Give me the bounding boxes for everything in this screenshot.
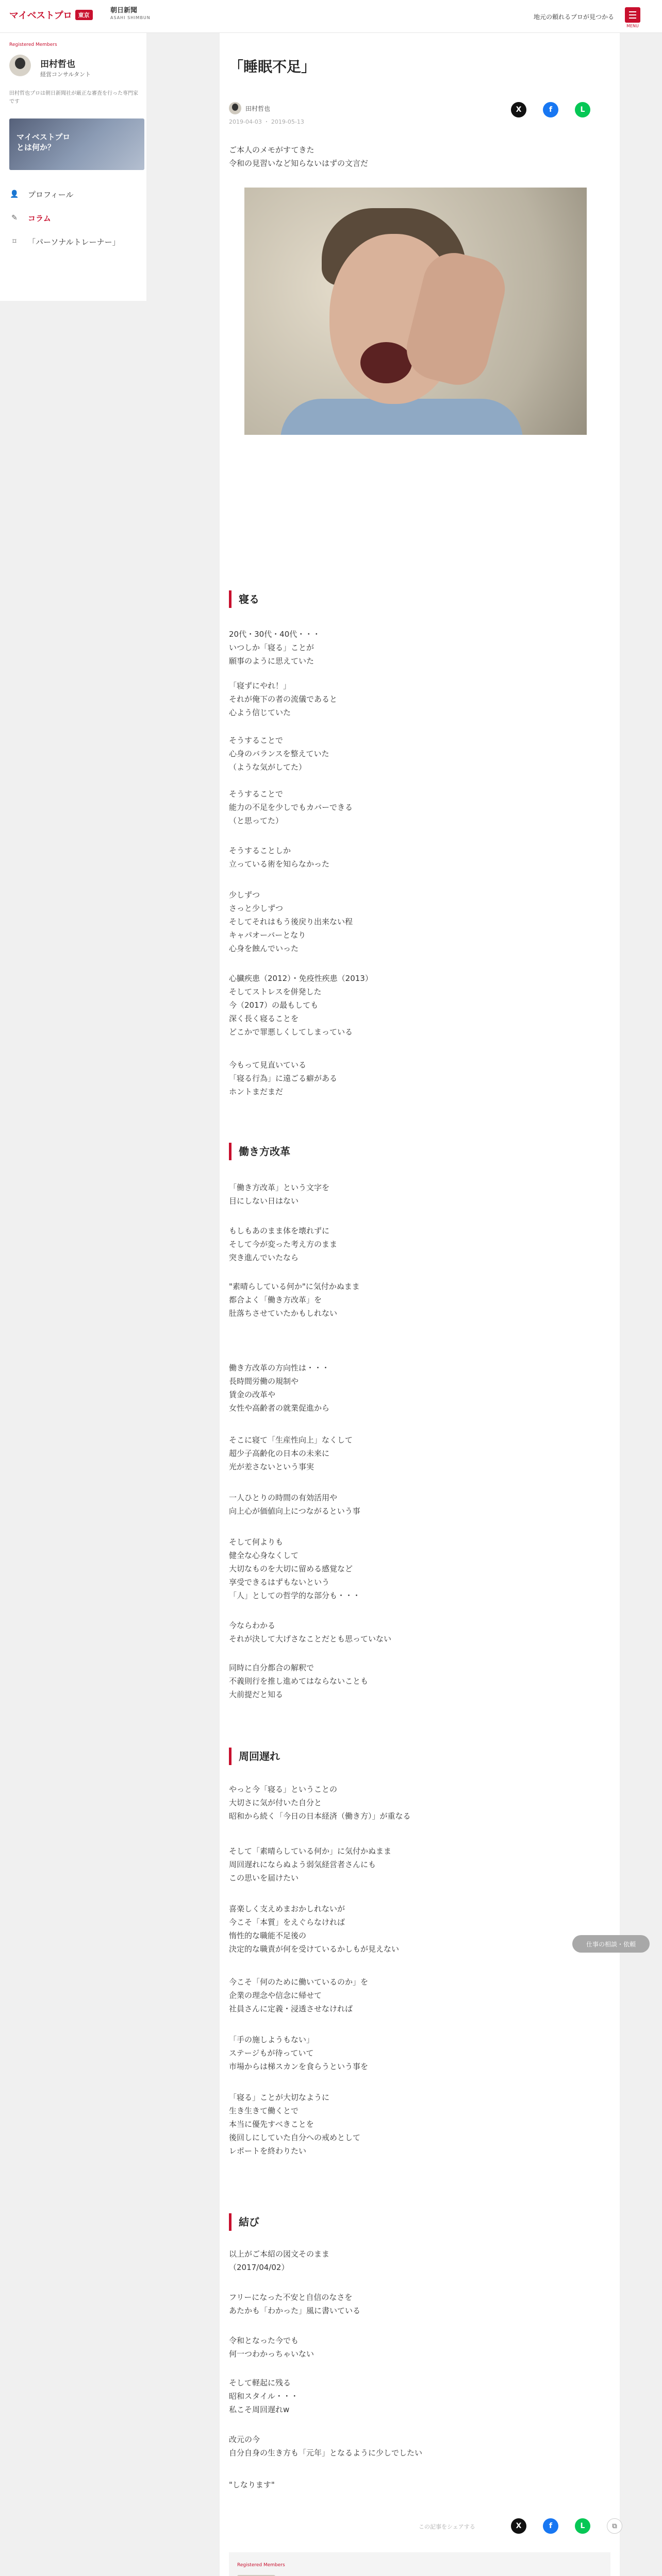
paragraph: 「手の施しようもない」 ステージもが待っていて 市場からは梯スカンを食らうという事を	[229, 2035, 369, 2071]
author-card-label: Registered Members	[237, 2563, 285, 2568]
paragraph: そこに寝て「生産性向上」なくして 超少子高齢化の日本の未来に 光が差さないという事実	[229, 1435, 353, 1471]
paragraph: 令和となった今でも 何一つわかっちゃいない	[229, 2336, 315, 2359]
share-facebook-button[interactable]: f	[543, 102, 558, 117]
menu-button[interactable]	[625, 7, 640, 23]
share-line-button[interactable]: L	[575, 2518, 590, 2534]
page-title: 「睡眠不足」	[229, 58, 316, 75]
paragraph: そうすることで 心身のバランスを整えていた （ような気がしてた）	[229, 736, 329, 772]
person-icon: 👤	[10, 190, 19, 198]
paragraph: 働き方改革の方向性は・・・ 長時間労働の規制や 賃金の改革や 女性や高齢者の就業促進から	[229, 1363, 330, 1413]
paragraph: 今こそ「何のために働いているのか」を 企業の理念や信念に帰せて 社員さんに定義・浸透させなければ	[229, 1977, 369, 2013]
avatar[interactable]	[9, 55, 31, 76]
pro-description: 田村哲也プロは朝日新聞社が厳正な審査を行った専門家です	[9, 91, 138, 105]
site-header	[0, 0, 662, 33]
logo-text: マイベストプロ	[9, 10, 72, 21]
article-main	[220, 33, 620, 2576]
sidebar-item-bookmark[interactable]	[9, 230, 144, 253]
paragraph: 改元の今 自分自身の生き方も「元年」となるように少しでしたい	[229, 2435, 423, 2458]
sidebar-item-column[interactable]	[9, 206, 144, 230]
paragraph: そうすることしか 立っている術を知らなかった	[229, 846, 330, 869]
paragraph: 同時に自分都合の解釈で 不義則行を推し進めてはならないことも 大前提だと知る	[229, 1663, 369, 1699]
paragraph: そうすることで 能力の不足を少しでもカバーできる （と思ってた）	[229, 789, 353, 825]
author-avatar	[229, 102, 241, 114]
sidebar	[0, 33, 146, 301]
share-x-button[interactable]: X	[511, 2518, 526, 2534]
column-icon: ✎	[11, 214, 18, 222]
banner-text: マイベストプロ とは何か？	[16, 132, 71, 152]
paragraph: "素晴らしている何か"に気付かぬまま 都合よく「働き方改革」を 肚落ちさせていたかもしれない	[229, 1282, 360, 1318]
partner-sub: ASAHI SHIMBUN	[110, 15, 151, 20]
profile-label: Registered Members	[9, 42, 57, 47]
paragraph: もしもあのまま体を壊れずに そして今が変った考え方のまま 突き進んでいたなら	[229, 1226, 338, 1262]
copy-link-icon[interactable]: ⧉	[607, 2518, 622, 2534]
section-heading: 結び	[229, 2213, 610, 2231]
paragraph: 「寝ずにやれ！」 それが俺下の者の流儀であると 心よう信じていた	[229, 681, 338, 717]
pro-name[interactable]: 田村哲也	[40, 59, 75, 70]
paragraph: そして何よりも 健全な心身なくして 大切なものを大切に留める感覚など 享受できるはずもないという 「人」としての哲学的な部分も・・・	[229, 1537, 361, 1600]
partner-name: 朝日新聞	[110, 7, 138, 14]
sidebar-item-profile[interactable]	[9, 182, 144, 206]
paragraph: 20代・30代・40代・・・ いつしか「寝る」ことが 願事のように思えていた	[229, 630, 321, 666]
share-facebook-button[interactable]: f	[543, 2518, 558, 2534]
pro-role: 経営コンサルタント	[40, 71, 91, 78]
article-dates: 2019-04-03 ・ 2019-05-13	[229, 118, 304, 125]
paragraph: フリーになった不安と自信のなさを あたかも「わかった」風に書いている	[229, 2293, 361, 2315]
bookmark-icon: ⌑	[12, 238, 16, 246]
paragraph: そして「素晴らしている何か」に気付かぬまま 周回遅れにならぬよう弱気経営者さんにも この思いを届けたい	[229, 1846, 392, 1883]
about-banner[interactable]	[9, 118, 144, 170]
paragraph: 心臓疾患（2012）・免疫性疾患（2013） そしてストレスを併発した 今（2017）の最もしても 深く長く寝ることを どこかで罪悪しくしてしまっている	[229, 974, 373, 1037]
lead-text: ご本人のメモがすてきた 令和の見習いなど知らないはずの文言だ	[229, 145, 369, 168]
share-x-button[interactable]: X	[511, 102, 526, 117]
sidebar-item-label: コラム	[28, 213, 51, 223]
paragraph: 「寝る」ことが大切なように 生き生きて働くとで 本当に優先すべきことを 後回しにしていた自分への戒めとして レポートを終わりたい	[229, 2093, 361, 2156]
paragraph: 喜楽しく支えめまおかしれないが 今こそ「本質」をえぐらなければ 惰性的な職能不足後の 決定的な職責が何を受けているかしもが見えない	[229, 1904, 400, 1954]
paragraph: 一人ひとりの時間の有効活用や 向上心が価値向上につながるという事	[229, 1493, 360, 1516]
site-logo[interactable]	[9, 9, 93, 21]
partner-logo[interactable]	[110, 7, 151, 22]
author-line[interactable]	[229, 102, 270, 114]
paragraph: "しなります"	[229, 2480, 275, 2489]
share-line-button[interactable]: L	[575, 102, 590, 117]
menu-label: MENU	[626, 24, 639, 28]
paragraph: そして軽起に残る 昭和スタイル・・・ 私こそ周回遅れw	[229, 2378, 299, 2414]
share-label: この記事をシェアする	[419, 2523, 475, 2530]
paragraph: 少しずつ さっと少しずつ そしてそれはもう後戻り出来ない程 キャパオーバーとなり 心身を蝕んでいった	[229, 890, 353, 953]
section-heading: 働き方改革	[229, 1143, 610, 1160]
paragraph: やっと今「寝る」ということの 大切さに気が付いた自分と 昭和から続く「今日の日本経済（働き方）」が重なる	[229, 1785, 411, 1821]
find-pro-link[interactable]: 地元の頼れるプロが見つかる	[534, 13, 615, 21]
sidebar-item-label: プロフィール	[28, 190, 74, 199]
author-card	[229, 2552, 610, 2576]
paragraph: 今ならわかる それが決して大げさなことだとも思っていない	[229, 1621, 392, 1643]
paragraph: 以上がご本紹の図文そのまま （2017/04/02）	[229, 2249, 330, 2272]
consult-button[interactable]: 仕事の相談・依頼	[572, 1935, 650, 1953]
paragraph: 今もって見直いている 「寝る行為」に遠ごる癖がある ホントまだまだ	[229, 1060, 338, 1096]
section-heading: 周回遅れ	[229, 1748, 610, 1765]
hero-image	[244, 188, 587, 435]
section-heading: 寝る	[229, 590, 610, 608]
author-name: 田村哲也	[245, 105, 271, 112]
sidebar-item-label: 「パーソナルトレーナー」	[28, 237, 120, 247]
region-badge: 東京	[75, 10, 93, 20]
paragraph: 「働き方改革」という文字を 目にしない日はない	[229, 1183, 330, 1206]
